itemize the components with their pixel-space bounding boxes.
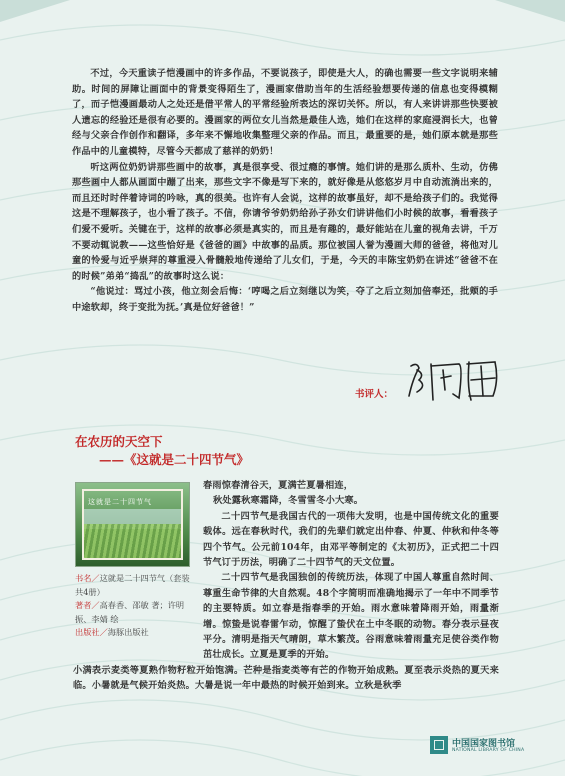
review-paragraph-1: 不过，今天重读子恺漫画中的许多作品，不要说孩子，即使是大人，的确也需要一些文字说明来辅助。时间的屏障让画面中的背景变得陌生了，漫画家借助当年的生活经验想要传递的信息也变得模糊了，而子恺漫画最动人之处还是借平常人的平常经验所表达的深切关怀。所以，有人来讲讲那些快要被人遗忘的经验还是很有必要的。漫画家的两位女儿当然是最佳人选，她们在这样的家庭浸润长大，也曾经与父亲合作创作和翻译，多年来不懈地收集整理父亲的作品。而且，最重要的是，她们原本就是那些作品中的儿童模特，尽管今天都成了慈祥的奶奶！ xyxy=(72,68,498,157)
section-heading xyxy=(75,432,250,467)
book-meta-row: 著者／高春香、邵敏 著；许明振、李婧 绘 xyxy=(75,600,185,624)
library-name-en: NATIONAL LIBRARY OF CHINA xyxy=(452,748,525,753)
article-paragraph-1: 二十四节气是我国古代的一项伟大发明，也是中国传统文化的重要载体。远在春秋时代，我们的先辈们就定出仲春、仲夏、仲秋和仲冬等四个节气。公元前104年，由邓平等制定的《太初历》，正式把二十四节气订于历法，明确了二十四节气的天文位置。 xyxy=(203,510,499,569)
article-body xyxy=(73,478,499,694)
review-paragraph-2: 听这两位奶奶讲那些画中的故事，真是很享受、很过瘾的事情。她们讲的是那么质朴、生动，仿佛那些画中人都从画面中蹦了出来，那些文字不像是写下来的，就好像是从悠悠岁月中自动流淌出来的，而且还时时伴着诗词的吟咏，真的很美。也许有人会说，这样的故事虽好，却不是给孩子们的。我觉得这是不理解孩子，也小看了孩子。不信，你请爷爷奶奶给孙子孙女们讲讲他们小时候的故事，看看孩子们爱不爱听。关键在于，这样的故事必须是真实的，而且是有趣的，最好能站在儿童的视角去讲，千万不要动辄说教——这些恰好是《爸爸的画》中故事的品质。那位被国人誉为漫画大师的爸爸，将他对儿童的怜爱与近乎崇拜的尊重浸入骨髓般地传递给了儿女们，于是，今天的丰陈宝奶奶在讲述“爸爸不在的时候”弟弟“捣乱”的故事时这么说： xyxy=(72,161,498,282)
book-review-text xyxy=(72,66,498,316)
poem-line-2: 秋处露秋寒霜降，冬雪雪冬小大寒。 xyxy=(213,495,364,507)
article-paragraph-2: 二十四节气是我国独创的传统历法，体现了中国人尊重自然时间、尊重生命节律的大自然观。48个字简明而准确地揭示了一年中不同季节的主要特质。如立春是指春季的开始。雨水意味着降雨开始，雨量渐增。惊蛰是说春雷乍动，惊醒了蛰伏在土中冬眠的动物。春分表示昼夜平分。清明是指天气晴朗，草木繁茂。谷雨意味着雨量充足使谷类作物茁壮成长。立夏是夏季的开始。 xyxy=(203,572,499,661)
section-title: 在农历的天空下 xyxy=(75,434,163,449)
book-meta-row: 出版社／海豚出版社 xyxy=(75,627,149,637)
handwritten-signature xyxy=(403,356,503,406)
review-quote: “他说过：骂过小孩，他立刻会后悔：‘哼喝之后立刻继以为笑，夺了之后立刻加倍奉还，批颊的手中途软却，终于变批为抚。’真是位好爸爸！” xyxy=(72,286,498,313)
book-cover-title: 这就是二十四节气 xyxy=(88,498,152,506)
library-logo xyxy=(430,734,540,758)
article-paragraph-2-tail: 小满表示麦类等夏熟作物籽粒开始饱满。芒种是指麦类等有芒的作物开始成熟。夏至表示炎热的夏天来临。小暑就是气候开始炎热。大暑是说一年中最热的时候开始到来。立秋是秋季 xyxy=(73,664,499,692)
signature-label: 书评人： xyxy=(355,389,394,400)
book-meta-row: 书名／这就是二十四节气（套装共4册） xyxy=(75,573,190,597)
library-name-cn: 中国国家图书馆 xyxy=(452,739,516,749)
reviewer-signature xyxy=(355,356,535,416)
section-subtitle: ——《这就是二十四节气》 xyxy=(99,452,250,467)
library-logo-icon xyxy=(430,736,448,754)
poem-line-1: 春雨惊春清谷天，夏满芒夏暑相连， xyxy=(203,480,354,491)
